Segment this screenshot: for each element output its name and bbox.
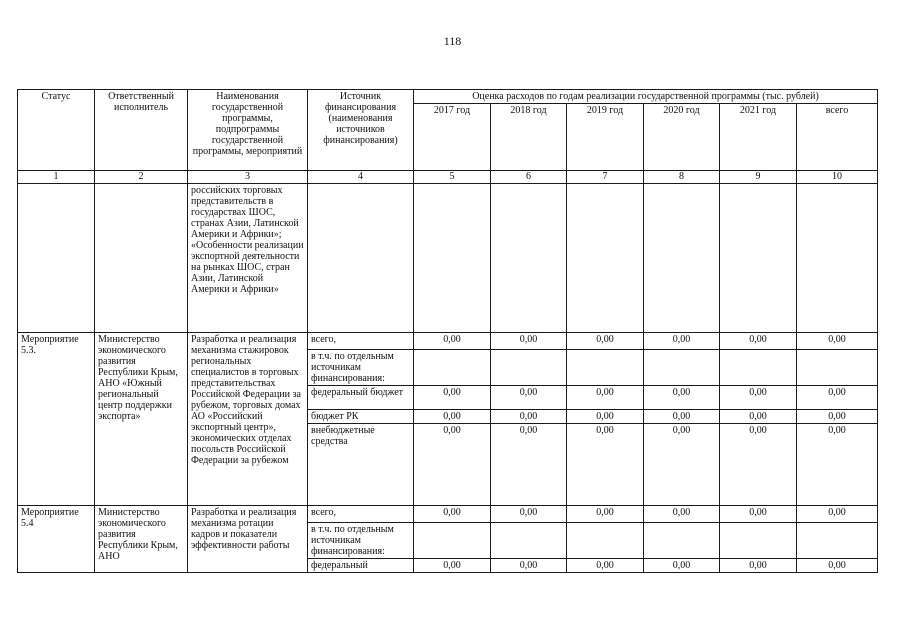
empty-cell: [414, 184, 491, 333]
measure-name: Разработка и реализация механизма стажировок региональных специалистов в торговых представительствах Российской Федерации за рубежом, торговых домах АО «Российский экспортный центр», экономических отделах посольств Российской Федерации за рубежом: [188, 333, 308, 506]
value-2018: 0,00: [491, 559, 567, 573]
funding-source: в т.ч. по отдельным источникам финансирования:: [308, 350, 414, 386]
empty-cell: [644, 350, 720, 386]
value-total: 0,00: [797, 506, 878, 523]
column-numbers-row: [18, 171, 878, 184]
value-total: 0,00: [797, 410, 878, 424]
empty-cell: [414, 350, 491, 386]
funding-source: всего,: [308, 506, 414, 523]
value-2019: 0,00: [567, 424, 644, 506]
value-2019: 0,00: [567, 386, 644, 410]
empty-cell: [720, 184, 797, 333]
column-number: 8: [644, 171, 720, 184]
header-executor: Ответственный исполнитель: [95, 90, 188, 171]
empty-cell: [720, 350, 797, 386]
header-source: Источник финансирования (наименования источников финансирования): [308, 90, 414, 171]
value-2020: 0,00: [644, 559, 720, 573]
header-year-2020: 2020 год: [644, 104, 720, 171]
value-2018: 0,00: [491, 333, 567, 350]
value-2021: 0,00: [720, 424, 797, 506]
table-row: [18, 333, 878, 350]
header-estimate: Оценка расходов по годам реализации государственной программы (тыс. рублей): [414, 90, 878, 104]
funding-source: в т.ч. по отдельным источникам финансирования:: [308, 523, 414, 559]
measure-executor: Министерство экономического развития Республики Крым, АНО: [95, 506, 188, 573]
value-2021: 0,00: [720, 559, 797, 573]
empty-cell: [644, 184, 720, 333]
value-2018: 0,00: [491, 410, 567, 424]
empty-cell: [720, 523, 797, 559]
value-2017: 0,00: [414, 386, 491, 410]
value-2019: 0,00: [567, 410, 644, 424]
value-2021: 0,00: [720, 506, 797, 523]
header-year-2021: 2021 год: [720, 104, 797, 171]
empty-cell: [797, 184, 878, 333]
value-total: 0,00: [797, 386, 878, 410]
table-row: [18, 506, 878, 523]
value-2021: 0,00: [720, 333, 797, 350]
column-number: 7: [567, 171, 644, 184]
value-2020: 0,00: [644, 506, 720, 523]
continuation-text: российских торговых представительств в государствах ШОС, странах Азии, Латинской Америки и Африки»; «Особенности реализации экспортной деятельности на рынках ШОС, стран Азии, Латинской Америки и Африки»: [188, 184, 308, 333]
empty-cell: [491, 184, 567, 333]
header-year-2017: 2017 год: [414, 104, 491, 171]
column-number: 10: [797, 171, 878, 184]
column-number: 6: [491, 171, 567, 184]
empty-cell: [567, 350, 644, 386]
column-number: 2: [95, 171, 188, 184]
empty-cell: [18, 184, 95, 333]
measure-status: Мероприятие 5.3.: [18, 333, 95, 506]
column-number: 4: [308, 171, 414, 184]
header-total: всего: [797, 104, 878, 171]
header-status: Статус: [18, 90, 95, 171]
funding-source: внебюджетные средства: [308, 424, 414, 506]
measure-name: Разработка и реализация механизма ротации кадров и показатели эффективности работы: [188, 506, 308, 573]
value-2017: 0,00: [414, 333, 491, 350]
value-2019: 0,00: [567, 506, 644, 523]
value-2018: 0,00: [491, 424, 567, 506]
value-2020: 0,00: [644, 386, 720, 410]
measure-executor: Министерство экономического развития Республики Крым, АНО «Южный региональный центр поддержки экспорта»: [95, 333, 188, 506]
empty-cell: [95, 184, 188, 333]
value-2020: 0,00: [644, 410, 720, 424]
value-2018: 0,00: [491, 506, 567, 523]
header-row: [18, 90, 878, 104]
empty-cell: [567, 184, 644, 333]
empty-cell: [644, 523, 720, 559]
funding-source: бюджет РК: [308, 410, 414, 424]
empty-cell: [797, 350, 878, 386]
column-number: 1: [18, 171, 95, 184]
value-2017: 0,00: [414, 424, 491, 506]
value-total: 0,00: [797, 559, 878, 573]
funding-source: всего,: [308, 333, 414, 350]
value-2021: 0,00: [720, 386, 797, 410]
empty-cell: [567, 523, 644, 559]
value-2017: 0,00: [414, 506, 491, 523]
header-year-2019: 2019 год: [567, 104, 644, 171]
continuation-row: [18, 184, 878, 333]
value-2021: 0,00: [720, 410, 797, 424]
value-2019: 0,00: [567, 559, 644, 573]
page-number: 118: [443, 34, 462, 48]
value-2018: 0,00: [491, 386, 567, 410]
column-number: 5: [414, 171, 491, 184]
budget-table: [17, 89, 878, 573]
value-total: 0,00: [797, 424, 878, 506]
funding-source: федеральный: [308, 559, 414, 573]
column-number: 3: [188, 171, 308, 184]
empty-cell: [414, 523, 491, 559]
value-2017: 0,00: [414, 410, 491, 424]
value-2017: 0,00: [414, 559, 491, 573]
value-2019: 0,00: [567, 333, 644, 350]
value-2020: 0,00: [644, 333, 720, 350]
value-total: 0,00: [797, 333, 878, 350]
empty-cell: [491, 523, 567, 559]
empty-cell: [797, 523, 878, 559]
funding-source: федеральный бюджет: [308, 386, 414, 410]
column-number: 9: [720, 171, 797, 184]
measure-status: Мероприятие 5.4: [18, 506, 95, 573]
empty-cell: [491, 350, 567, 386]
empty-cell: [308, 184, 414, 333]
header-program: Наименования государственной программы, подпрограммы государственной программы, мероприятий: [188, 90, 308, 171]
header-year-2018: 2018 год: [491, 104, 567, 171]
value-2020: 0,00: [644, 424, 720, 506]
